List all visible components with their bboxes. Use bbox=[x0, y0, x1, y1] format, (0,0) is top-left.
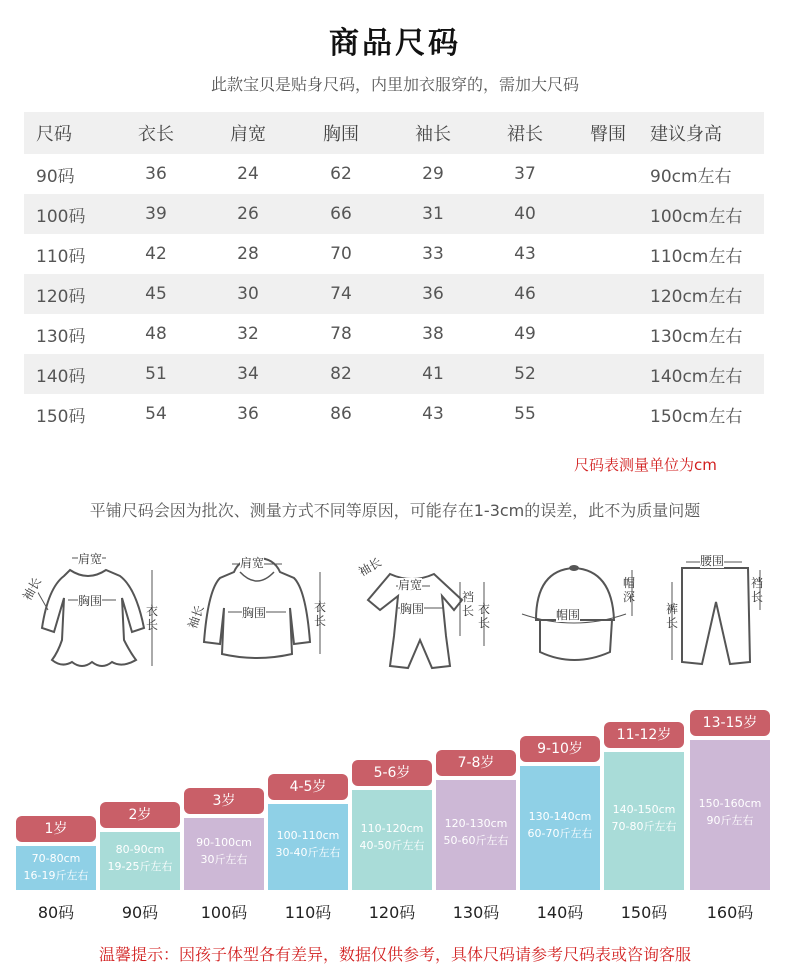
table-cell: 46 bbox=[514, 284, 536, 304]
growth-bar-height: 110-120cm bbox=[360, 822, 424, 835]
dress-sleeve-label: 袖长 bbox=[19, 575, 45, 603]
hoodie-length-label: 衣长 bbox=[313, 600, 326, 628]
size-label: 120码 bbox=[368, 903, 416, 922]
age-tag: 2岁 bbox=[100, 802, 180, 828]
table-row bbox=[24, 194, 764, 234]
size-table bbox=[24, 112, 764, 434]
table-cell: 30 bbox=[237, 284, 259, 304]
table-cell: 31 bbox=[422, 204, 444, 224]
growth-bar-height: 100-110cm bbox=[276, 829, 340, 842]
table-cell: 120cm左右 bbox=[650, 286, 743, 307]
growth-bar bbox=[436, 780, 516, 890]
size-label: 140码 bbox=[536, 903, 584, 922]
table-row bbox=[24, 274, 764, 314]
warm-tip: 温馨提示：因孩子体型各有差异，数据仅供参考，具体尺码请参考尺码表或咨询客服 bbox=[98, 945, 691, 964]
size-label: 110码 bbox=[284, 903, 332, 922]
growth-bar bbox=[100, 832, 180, 890]
growth-bar bbox=[184, 818, 264, 890]
table-cell: 150码 bbox=[36, 406, 86, 427]
growth-bar-height: 70-80cm bbox=[31, 852, 81, 865]
age-tag: 11-12岁 bbox=[604, 722, 684, 748]
age-tag: 5-6岁 bbox=[352, 760, 432, 786]
table-header-cell: 衣长 bbox=[138, 124, 174, 145]
table-row bbox=[24, 154, 764, 194]
table-header-cell: 袖长 bbox=[415, 124, 451, 145]
table-cell: 34 bbox=[237, 364, 259, 384]
romper-chest-label: 胸围 bbox=[400, 602, 425, 616]
table-cell: 43 bbox=[514, 244, 536, 264]
size-label: 160码 bbox=[706, 903, 754, 922]
growth-bar-height: 90-100cm bbox=[196, 836, 252, 849]
table-header-cell: 臀围 bbox=[590, 124, 626, 145]
age-tag: 1岁 bbox=[16, 816, 96, 842]
table-cell: 140cm左右 bbox=[650, 366, 743, 387]
growth-bar-weight: 30斤左右 bbox=[200, 853, 248, 866]
table-cell: 100码 bbox=[36, 206, 86, 227]
table-cell: 110cm左右 bbox=[650, 246, 743, 267]
table-cell: 42 bbox=[145, 244, 167, 264]
table-cell: 70 bbox=[330, 244, 352, 264]
table-cell: 43 bbox=[422, 404, 444, 424]
table-cell: 39 bbox=[145, 204, 167, 224]
dress-shoulder-label: 肩宽 bbox=[78, 552, 103, 566]
size-label: 150码 bbox=[620, 903, 668, 922]
growth-bar-weight: 16-19斤左右 bbox=[23, 869, 89, 882]
page-title: 商品尺码 bbox=[329, 26, 461, 61]
table-cell: 90码 bbox=[36, 166, 75, 187]
growth-bar bbox=[16, 846, 96, 890]
table-cell: 54 bbox=[145, 404, 167, 424]
table-row bbox=[24, 314, 764, 354]
table-cell: 41 bbox=[422, 364, 444, 384]
pants-length-label: 裤长 bbox=[665, 602, 678, 630]
table-cell: 45 bbox=[145, 284, 167, 304]
table-cell: 33 bbox=[422, 244, 444, 264]
table-cell: 36 bbox=[145, 164, 167, 184]
table-cell: 62 bbox=[330, 164, 352, 184]
size-label: 80码 bbox=[37, 903, 75, 922]
table-header-cell: 裙长 bbox=[507, 124, 543, 145]
growth-bar-weight: 40-50斤左右 bbox=[359, 839, 425, 852]
hoodie-shoulder-label: 肩宽 bbox=[240, 556, 265, 570]
growth-bar-height: 130-140cm bbox=[528, 810, 592, 823]
growth-bar bbox=[690, 740, 770, 890]
table-cell: 36 bbox=[237, 404, 259, 424]
table-header-cell: 胸围 bbox=[323, 124, 359, 145]
romper-diagram bbox=[350, 556, 500, 676]
growth-bar bbox=[352, 790, 432, 890]
romper-length-label: 衣长 bbox=[477, 602, 490, 630]
hat-depth-label: 帽深 bbox=[622, 576, 635, 604]
romper-sleeve-label: 袖长 bbox=[356, 554, 384, 580]
pants-crotch-label: 裆长 bbox=[750, 576, 763, 604]
romper-shoulder-label: 肩宽 bbox=[398, 578, 423, 592]
table-cell: 150cm左右 bbox=[650, 406, 743, 427]
table-header-cell: 肩宽 bbox=[230, 124, 266, 145]
table-cell: 86 bbox=[330, 404, 352, 424]
size-label: 130码 bbox=[452, 903, 500, 922]
table-cell: 130码 bbox=[36, 326, 86, 347]
growth-bar-weight: 90斤左右 bbox=[706, 814, 754, 827]
unit-note: 尺码表测量单位为cm bbox=[574, 456, 717, 474]
dress-chest-label: 胸围 bbox=[78, 594, 103, 608]
growth-bar bbox=[268, 804, 348, 890]
table-cell: 110码 bbox=[36, 246, 86, 267]
age-tag: 7-8岁 bbox=[436, 750, 516, 776]
growth-bar-weight: 19-25斤左右 bbox=[107, 860, 173, 873]
growth-bar-weight: 60-70斤左右 bbox=[527, 827, 593, 840]
table-cell: 29 bbox=[422, 164, 444, 184]
table-cell: 48 bbox=[145, 324, 167, 344]
age-tag: 3岁 bbox=[184, 788, 264, 814]
growth-bar-height: 140-150cm bbox=[612, 803, 676, 816]
table-cell: 40 bbox=[514, 204, 536, 224]
table-header bbox=[24, 112, 764, 154]
table-cell: 38 bbox=[422, 324, 444, 344]
growth-bar-weight: 50-60斤左右 bbox=[443, 834, 509, 847]
table-cell: 130cm左右 bbox=[650, 326, 743, 347]
table-cell: 26 bbox=[237, 204, 259, 224]
table-cell: 28 bbox=[237, 244, 259, 264]
romper-crotch-label: 裆长 bbox=[461, 590, 474, 618]
hat-diagram bbox=[512, 556, 642, 676]
table-cell: 49 bbox=[514, 324, 536, 344]
size-label: 90码 bbox=[121, 903, 159, 922]
age-tag: 9-10岁 bbox=[520, 736, 600, 762]
age-tag: 13-15岁 bbox=[690, 710, 770, 736]
table-cell: 52 bbox=[514, 364, 536, 384]
table-cell: 120码 bbox=[36, 286, 86, 307]
pants-diagram bbox=[652, 552, 778, 674]
table-cell: 36 bbox=[422, 284, 444, 304]
table-row bbox=[24, 234, 764, 274]
size-label: 100码 bbox=[200, 903, 248, 922]
table-cell: 37 bbox=[514, 164, 536, 184]
table-header-cell: 建议身高 bbox=[650, 124, 722, 145]
growth-bar-weight: 70-80斤左右 bbox=[611, 820, 677, 833]
growth-bar-height: 120-130cm bbox=[444, 817, 508, 830]
table-cell: 140码 bbox=[36, 366, 86, 387]
growth-bar-height: 150-160cm bbox=[698, 797, 762, 810]
table-cell: 90cm左右 bbox=[650, 166, 732, 187]
dress-length-label: 衣长 bbox=[145, 604, 158, 632]
table-cell: 55 bbox=[514, 404, 536, 424]
table-cell: 100cm左右 bbox=[650, 206, 743, 227]
table-cell: 32 bbox=[237, 324, 259, 344]
hoodie-sleeve-label: 袖长 bbox=[185, 603, 207, 631]
growth-bar-height: 80-90cm bbox=[115, 843, 165, 856]
table-cell: 82 bbox=[330, 364, 352, 384]
pants-waist-label: 腰围 bbox=[700, 554, 725, 568]
hoodie-chest-label: 胸围 bbox=[242, 606, 267, 620]
table-cell: 24 bbox=[237, 164, 259, 184]
table-row bbox=[24, 354, 764, 394]
table-header-cell: 尺码 bbox=[36, 124, 72, 145]
dress-diagram bbox=[18, 548, 168, 678]
page-subtitle: 此款宝贝是贴身尺码，内里加衣服穿的，需加大尺码 bbox=[210, 75, 579, 94]
age-tag: 4-5岁 bbox=[268, 774, 348, 800]
table-cell: 51 bbox=[145, 364, 167, 384]
error-note: 平铺尺码会因为批次、测量方式不同等原因，可能存在1-3cm的误差，此不为质量问题 bbox=[89, 501, 701, 520]
table-cell: 74 bbox=[330, 284, 352, 304]
table-cell: 78 bbox=[330, 324, 352, 344]
table-row bbox=[24, 394, 764, 434]
table-cell: 66 bbox=[330, 204, 352, 224]
growth-bar bbox=[520, 766, 600, 890]
growth-bar-weight: 30-40斤左右 bbox=[275, 846, 341, 859]
hat-circumference-label: 帽围 bbox=[556, 608, 581, 622]
hoodie-diagram bbox=[182, 550, 332, 680]
growth-bar bbox=[604, 752, 684, 890]
